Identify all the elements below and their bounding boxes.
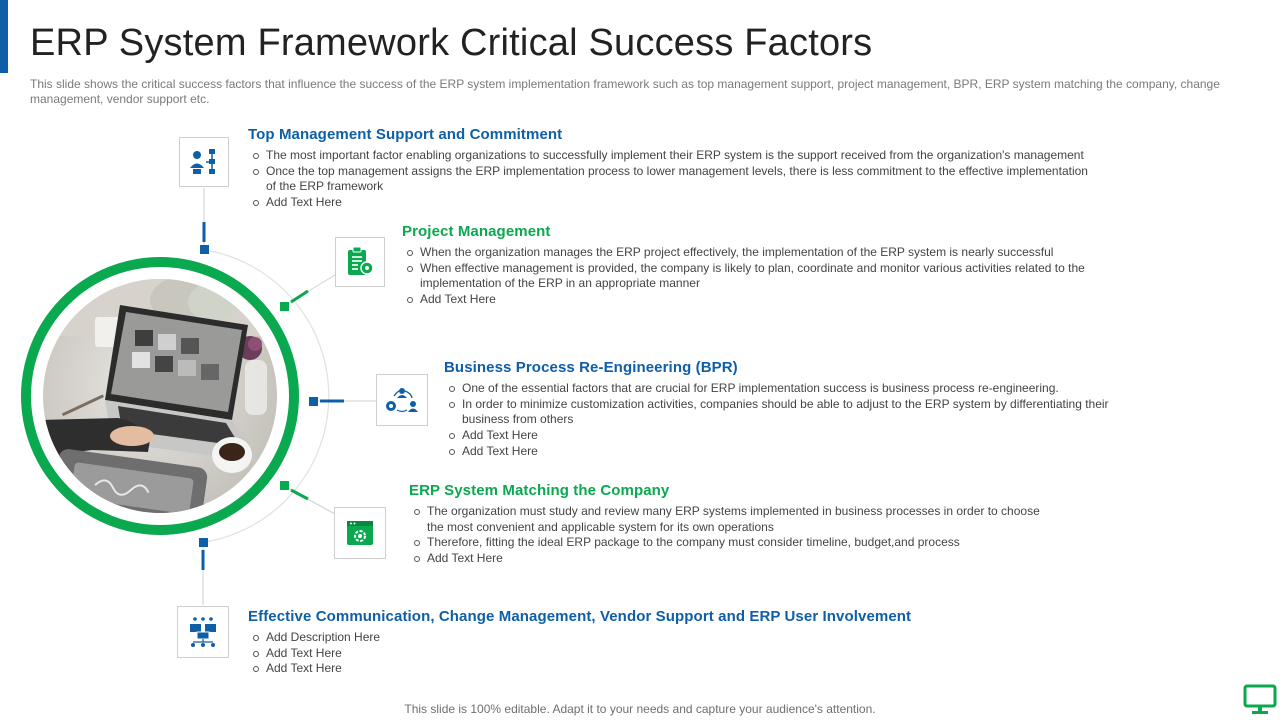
footer-note: This slide is 100% editable. Adapt it to your needs and capture your audience's attention. xyxy=(404,702,876,716)
list-item: Add Text Here xyxy=(444,428,1114,444)
list-item: The organization must study and review many ERP systems implemented in business processes in order to choose the most convenient and applicable system for its own operations xyxy=(409,504,1049,535)
node-2 xyxy=(280,302,289,311)
list-item: Add Description Here xyxy=(248,630,948,646)
clipboard-gear-icon xyxy=(335,237,385,287)
list-item: When the organization manages the ERP project effectively, the implementation of the ERP system is nearly successful xyxy=(402,245,1092,261)
factor-heading: Business Process Re-Engineering (BPR) xyxy=(444,359,738,376)
list-item: Once the top management assigns the ERP implementation process to lower management levels, there is less commitment to the effective implementation of the ERP framework xyxy=(248,164,1098,195)
list-item: When effective management is provided, the company is likely to plan, coordinate and monitor various activities related to the implementation of the ERP in an appropriate manner xyxy=(402,261,1092,292)
list-item: One of the essential factors that are crucial for ERP implementation success is business process re-engineering. xyxy=(444,381,1114,397)
factor-heading: Top Management Support and Commitment xyxy=(248,126,563,143)
list-item: Add Text Here xyxy=(248,195,1098,211)
list-item: Add Text Here xyxy=(248,661,948,677)
list-item: Add Text Here xyxy=(402,292,1092,308)
team-hierarchy-icon xyxy=(179,137,229,187)
list-item: Add Text Here xyxy=(248,646,948,662)
factor-top-management xyxy=(248,126,1098,211)
list-item: In order to minimize customization activities, companies should be able to adjust to the ERP system by differentiating their business from others xyxy=(444,397,1114,428)
node-3 xyxy=(309,397,318,406)
factor-heading: Effective Communication, Change Management, Vendor Support and ERP User Involvement xyxy=(248,608,912,625)
page-title: ERP System Framework Critical Success Factors xyxy=(30,22,873,64)
monitor-icon xyxy=(1243,684,1277,716)
factor-heading: Project Management xyxy=(402,223,551,240)
list-item: Add Text Here xyxy=(409,551,1049,567)
list-item: Add Text Here xyxy=(444,444,1114,460)
factor-bullet-list xyxy=(409,504,1049,567)
node-1 xyxy=(200,245,209,254)
node-4 xyxy=(280,481,289,490)
factor-bullet-list xyxy=(444,381,1114,460)
factor-bpr xyxy=(444,359,1114,460)
factor-bullet-list xyxy=(248,630,948,677)
factor-communication xyxy=(248,608,948,677)
list-item: Therefore, fitting the ideal ERP package to the company must consider timeline, budget,and process xyxy=(409,535,1049,551)
factor-bullet-list xyxy=(248,148,1098,211)
list-item: The most important factor enabling organizations to successfully implement their ERP system is the support received from the organization's management xyxy=(248,148,1098,164)
connector-4-accent xyxy=(291,490,308,499)
page-subtitle: This slide shows the critical success factors that influence the success of the ERP system implementation framework such as top management support, project management, BPR, ERP system matching the company, change management, vendor support etc. xyxy=(30,77,1220,106)
browser-settings-icon xyxy=(334,507,386,559)
laptop-photo xyxy=(40,275,280,528)
network-people-icon xyxy=(177,606,229,658)
factor-bullet-list xyxy=(402,245,1092,308)
factor-erp-matching xyxy=(409,482,1049,567)
connector-2-accent xyxy=(291,291,308,302)
factor-project-management xyxy=(402,223,1092,308)
node-5 xyxy=(199,538,208,547)
factor-heading: ERP System Matching the Company xyxy=(409,482,670,499)
process-cycle-icon xyxy=(376,374,428,426)
